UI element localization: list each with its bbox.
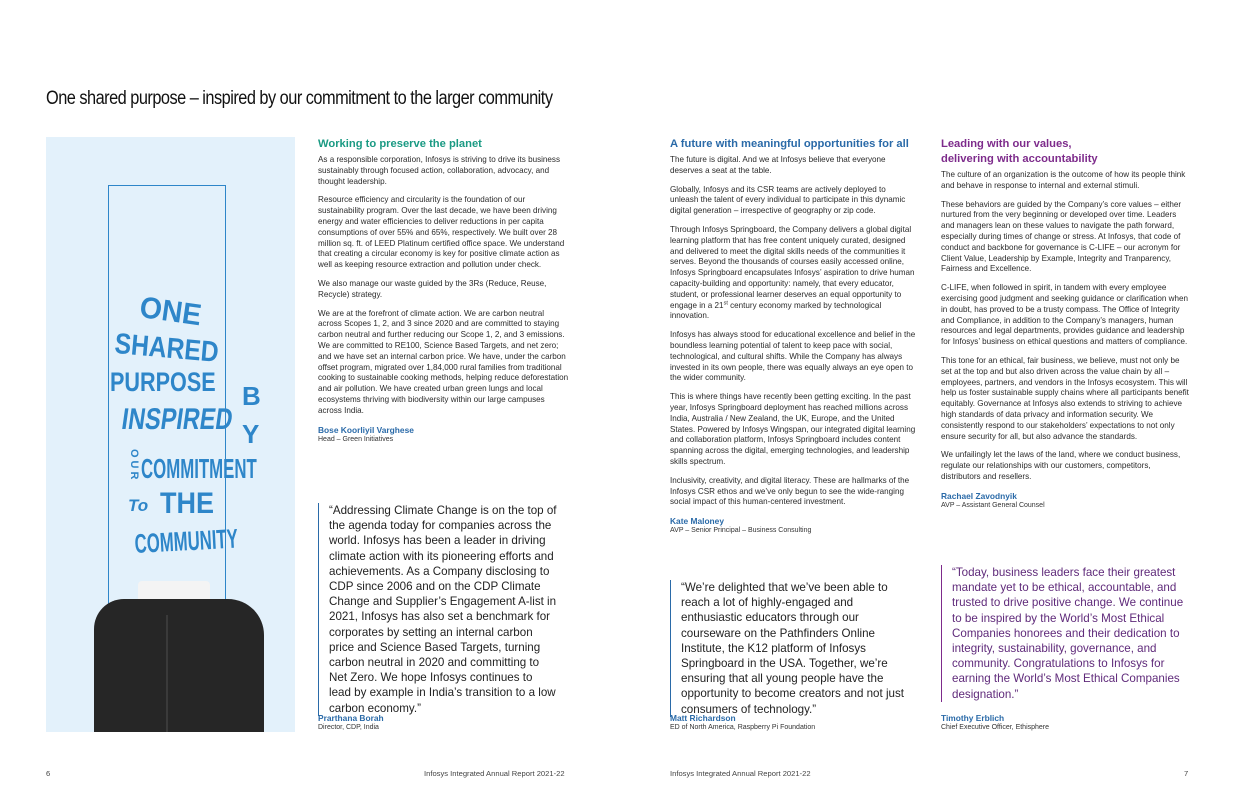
artwork-word-commitment: COMMITMENT xyxy=(141,453,257,484)
heading-planet: Working to preserve the planet xyxy=(318,138,482,150)
artwork-word-the: THE xyxy=(160,487,214,520)
page-number-left: 6 xyxy=(46,769,51,778)
paragraph-part: century economy marked by technological innovation. xyxy=(670,300,882,321)
column-planet xyxy=(318,137,570,444)
signatory-name: Bose Koorliyil Varghese xyxy=(318,424,414,435)
page-title: One shared purpose – inspired by our commitment to the larger community xyxy=(46,88,553,109)
paragraph: The future is digital. And we at Infosys believe that everyone deserves a seat at the table. xyxy=(670,155,886,175)
quote-author-name: Matt Richardson xyxy=(670,713,736,723)
paragraph xyxy=(670,225,916,322)
artwork-word-shared: SHARED xyxy=(113,328,220,369)
heading-values xyxy=(941,137,1191,166)
paragraph: Inclusivity, creativity, and digital literacy. These are hallmarks of the Infosys CSR ethos and we’ve only begun to see the wide-ranging social impact of this human-centered investment. xyxy=(670,475,910,507)
quote-author-role: Director, CDP, India xyxy=(318,724,379,731)
page-number-right: 7 xyxy=(1184,769,1189,778)
signatory-role: AVP – Senior Principal – Business Consulting xyxy=(670,527,812,535)
artwork-word-inspired: INSPIRED xyxy=(119,403,235,436)
artwork-word-community: COMMUNITY xyxy=(133,523,239,559)
quote-cdp: “Addressing Climate Change is on the top of the agenda today for companies across the world. Infosys has been a leader in driving climate action with its pioneering efforts and achievements. As a Company disclosing to CDP since 2006 and on the CDP Climate Change and Supplier’s Engagement A-list in 2021, Infosys has also set a benchmark for corporates by setting an internal carbon price and Science Based Targets, turning carbon neutral in 2020 and committing to Net Zero. We hope Infosys continues to lead by example in India’s transition to a low carbon economy.” xyxy=(318,503,557,716)
paragraph: We unfailingly let the laws of the land, where we conduct business, regulate our relationships with our customers, competitors, distributors and resellers. xyxy=(941,450,1181,481)
paragraph: These behaviors are guided by the Company’s core values – either nurtured from the very beginning or developed over time. Leaders and managers lean on these values to navigate the path forward, especially during times of change or stress. At Infosys, that code of conduct and backbone for governance is C-LIFE – our acronym for Client Value, Leadership by Example, Integrity and Tranparency, Fairness and Excellence. xyxy=(941,199,1182,274)
heading-values-line-1: Leading with our values, xyxy=(941,138,1072,150)
artwork-panel xyxy=(46,137,295,732)
quote-author-name: Timothy Erblich xyxy=(941,713,1005,723)
column-values xyxy=(941,137,1191,510)
artwork-word-y: Y xyxy=(242,419,260,449)
artwork-word-one: ONE xyxy=(137,291,204,333)
quote-author-name: Prarthana Borah xyxy=(318,713,384,723)
quote-attribution-cdp xyxy=(318,713,384,732)
quote-author-role: Chief Executive Officer, Ethisphere xyxy=(941,724,1050,731)
paragraph: This tone for an ethical, fair business, we believe, must not only be set at the top and but also driven across the value chain by all – employees, partners, and vendors in the Infosys ecosystem. This will help us foster sustainable supply chains where all participants benefit equitably. Governance at Infosys also extends to striving to achieve high standards of data privacy and information security. We consistently respond to our stakeholders’ expectations to not only ensure security for all, but also advance the standards. xyxy=(941,355,1189,441)
paragraph: The culture of an organization is the outcome of how its people think and behave in response to internal and external stimuli. xyxy=(941,170,1186,190)
quote-raspberry-pi: “We’re delighted that we’ve been able to reach a lot of highly-engaged and enthusiastic educators through our courseware on the Pathfinders Online Institute, the K12 platform of Infosys Springboard in the USA. Together, we’re ensuring that all young people have the opportunity to become creators and not just consumers of technology.” xyxy=(670,580,913,717)
paragraph: C-LIFE, when followed in spirit, in tandem with every employee exercising good judgment and seeking guidance or clarification when in doubt, has proved to be a trusty compass. The Office of Integrity and Compliance, in addition to the Company’s managers, human resources and legal departments, provides guidance and leadership for Infosys’ business on ethical questions and matters of compliance. xyxy=(941,283,1189,347)
paragraph: We are at the forefront of climate action. We are carbon neutral across Scopes 1, 2, and 3 since 2020 and are committed to staying carbon neutral and further reducing our Scope 1, 2, and 3 emissions. We are committed to RE100, Science Based Targets, and net zero; and we have set an internal carbon price. We have, under the carbon offset program, migrated over 1,84,000 rural families from traditional cooking to sustainable cooking methods, helping reduce deforestation and air pollution. We have created urban green lungs and local ecosystems thriving with biodiversity within our large campuses across India. xyxy=(318,308,569,415)
paragraph: Globally, Infosys and its CSR teams are actively deployed to unleash the talent of every individual to participate in this dynamic digital generation – irrespective of geography or zip code. xyxy=(670,184,906,216)
quote-ethisphere: “Today, business leaders face their greatest mandate yet to be ethical, accountable, and trusted to drive positive change. We continue to be inspired by the World’s Most Ethical Companies honorees and their dedication to integrity, sustainability, governance, and community. Congratulations to Infosys for earning the World’s Most Ethical Companies designation.” xyxy=(941,565,1188,702)
signatory-name: Kate Maloney xyxy=(670,516,724,527)
heading-values-line-2: delivering with accountability xyxy=(941,152,1098,165)
paragraph: As a responsible corporation, Infosys is striving to drive its business sustainably through focused action, collaboration, advocacy, and thought leadership. xyxy=(318,155,561,186)
sleeve-seam xyxy=(166,615,168,732)
superscript: st xyxy=(723,299,728,306)
paragraph: Resource efficiency and circularity is the foundation of our sustainability program. Over the last decade, we have been driving energy and water efficiencies to deliver reductions in per capita consumptions of over 55% and 65%, respectively. We built over 28 million sq. ft. of LEED Platinum certified office space. We understand that creating a circular economy is key for positive climate action as well as keeping resource extraction and pollution under check. xyxy=(318,195,565,270)
column-future xyxy=(670,137,916,535)
artwork-word-b: B xyxy=(242,381,261,411)
paragraph-part: Through Infosys Springboard, the Company delivers a global digital learning platform that has free content uniquely curated, designed and delivered to meet the digital skills needs of the communities it serves. Beyond the thousands of courses easily accessed online, Infosys Springboard encapsulates Infosys’ aspiration to drive human capacity-building and opportunity: namely, that every educator, student, or professional learner deserves an equal opportunity to engage in a 21 xyxy=(670,224,915,310)
paragraph: We also manage our waste guided by the 3Rs (Reduce, Reuse, Recycle) strategy. xyxy=(318,278,547,299)
suit-sleeve xyxy=(94,599,264,732)
heading-future: A future with meaningful opportunities for all xyxy=(670,138,909,150)
quote-attribution-ethisphere xyxy=(941,713,1049,732)
quote-attribution-raspberry-pi xyxy=(670,713,815,732)
signatory-name: Rachael Zavodnyik xyxy=(941,490,1017,501)
footer-report-title-right: Infosys Integrated Annual Report 2021-22 xyxy=(670,769,811,778)
paragraph: This is where things have recently been getting exciting. In the past year, Infosys Springboard deployment has reached millions across India, Australia / New Zealand, the UK, Europe, and the United States. Powered by Infosys Wingspan, our integrated digital learning and collaboration platform, Infosys Springboard includes content spanning across the digital, emerging technologies, and leadership skills spectrum. xyxy=(670,392,916,466)
signatory-role: AVP – Assistant General Counsel xyxy=(941,501,1045,509)
artwork-word-our: OUR xyxy=(128,449,140,483)
artwork-word-to: To xyxy=(128,496,149,515)
quote-author-role: ED of North America, Raspberry Pi Foundation xyxy=(670,724,816,731)
footer-report-title-left: Infosys Integrated Annual Report 2021-22 xyxy=(424,769,565,778)
artwork-word-purpose: PURPOSE xyxy=(110,367,216,397)
signatory-role: Head – Green Initiatives xyxy=(318,435,394,443)
paragraph: Infosys has always stood for educational excellence and belief in the boundless learning potential of talent to keep pace with social, technological, and cultural shifts. While the Company has always invested in its own people, there was equally always an eye open to the wider community. xyxy=(670,330,916,383)
